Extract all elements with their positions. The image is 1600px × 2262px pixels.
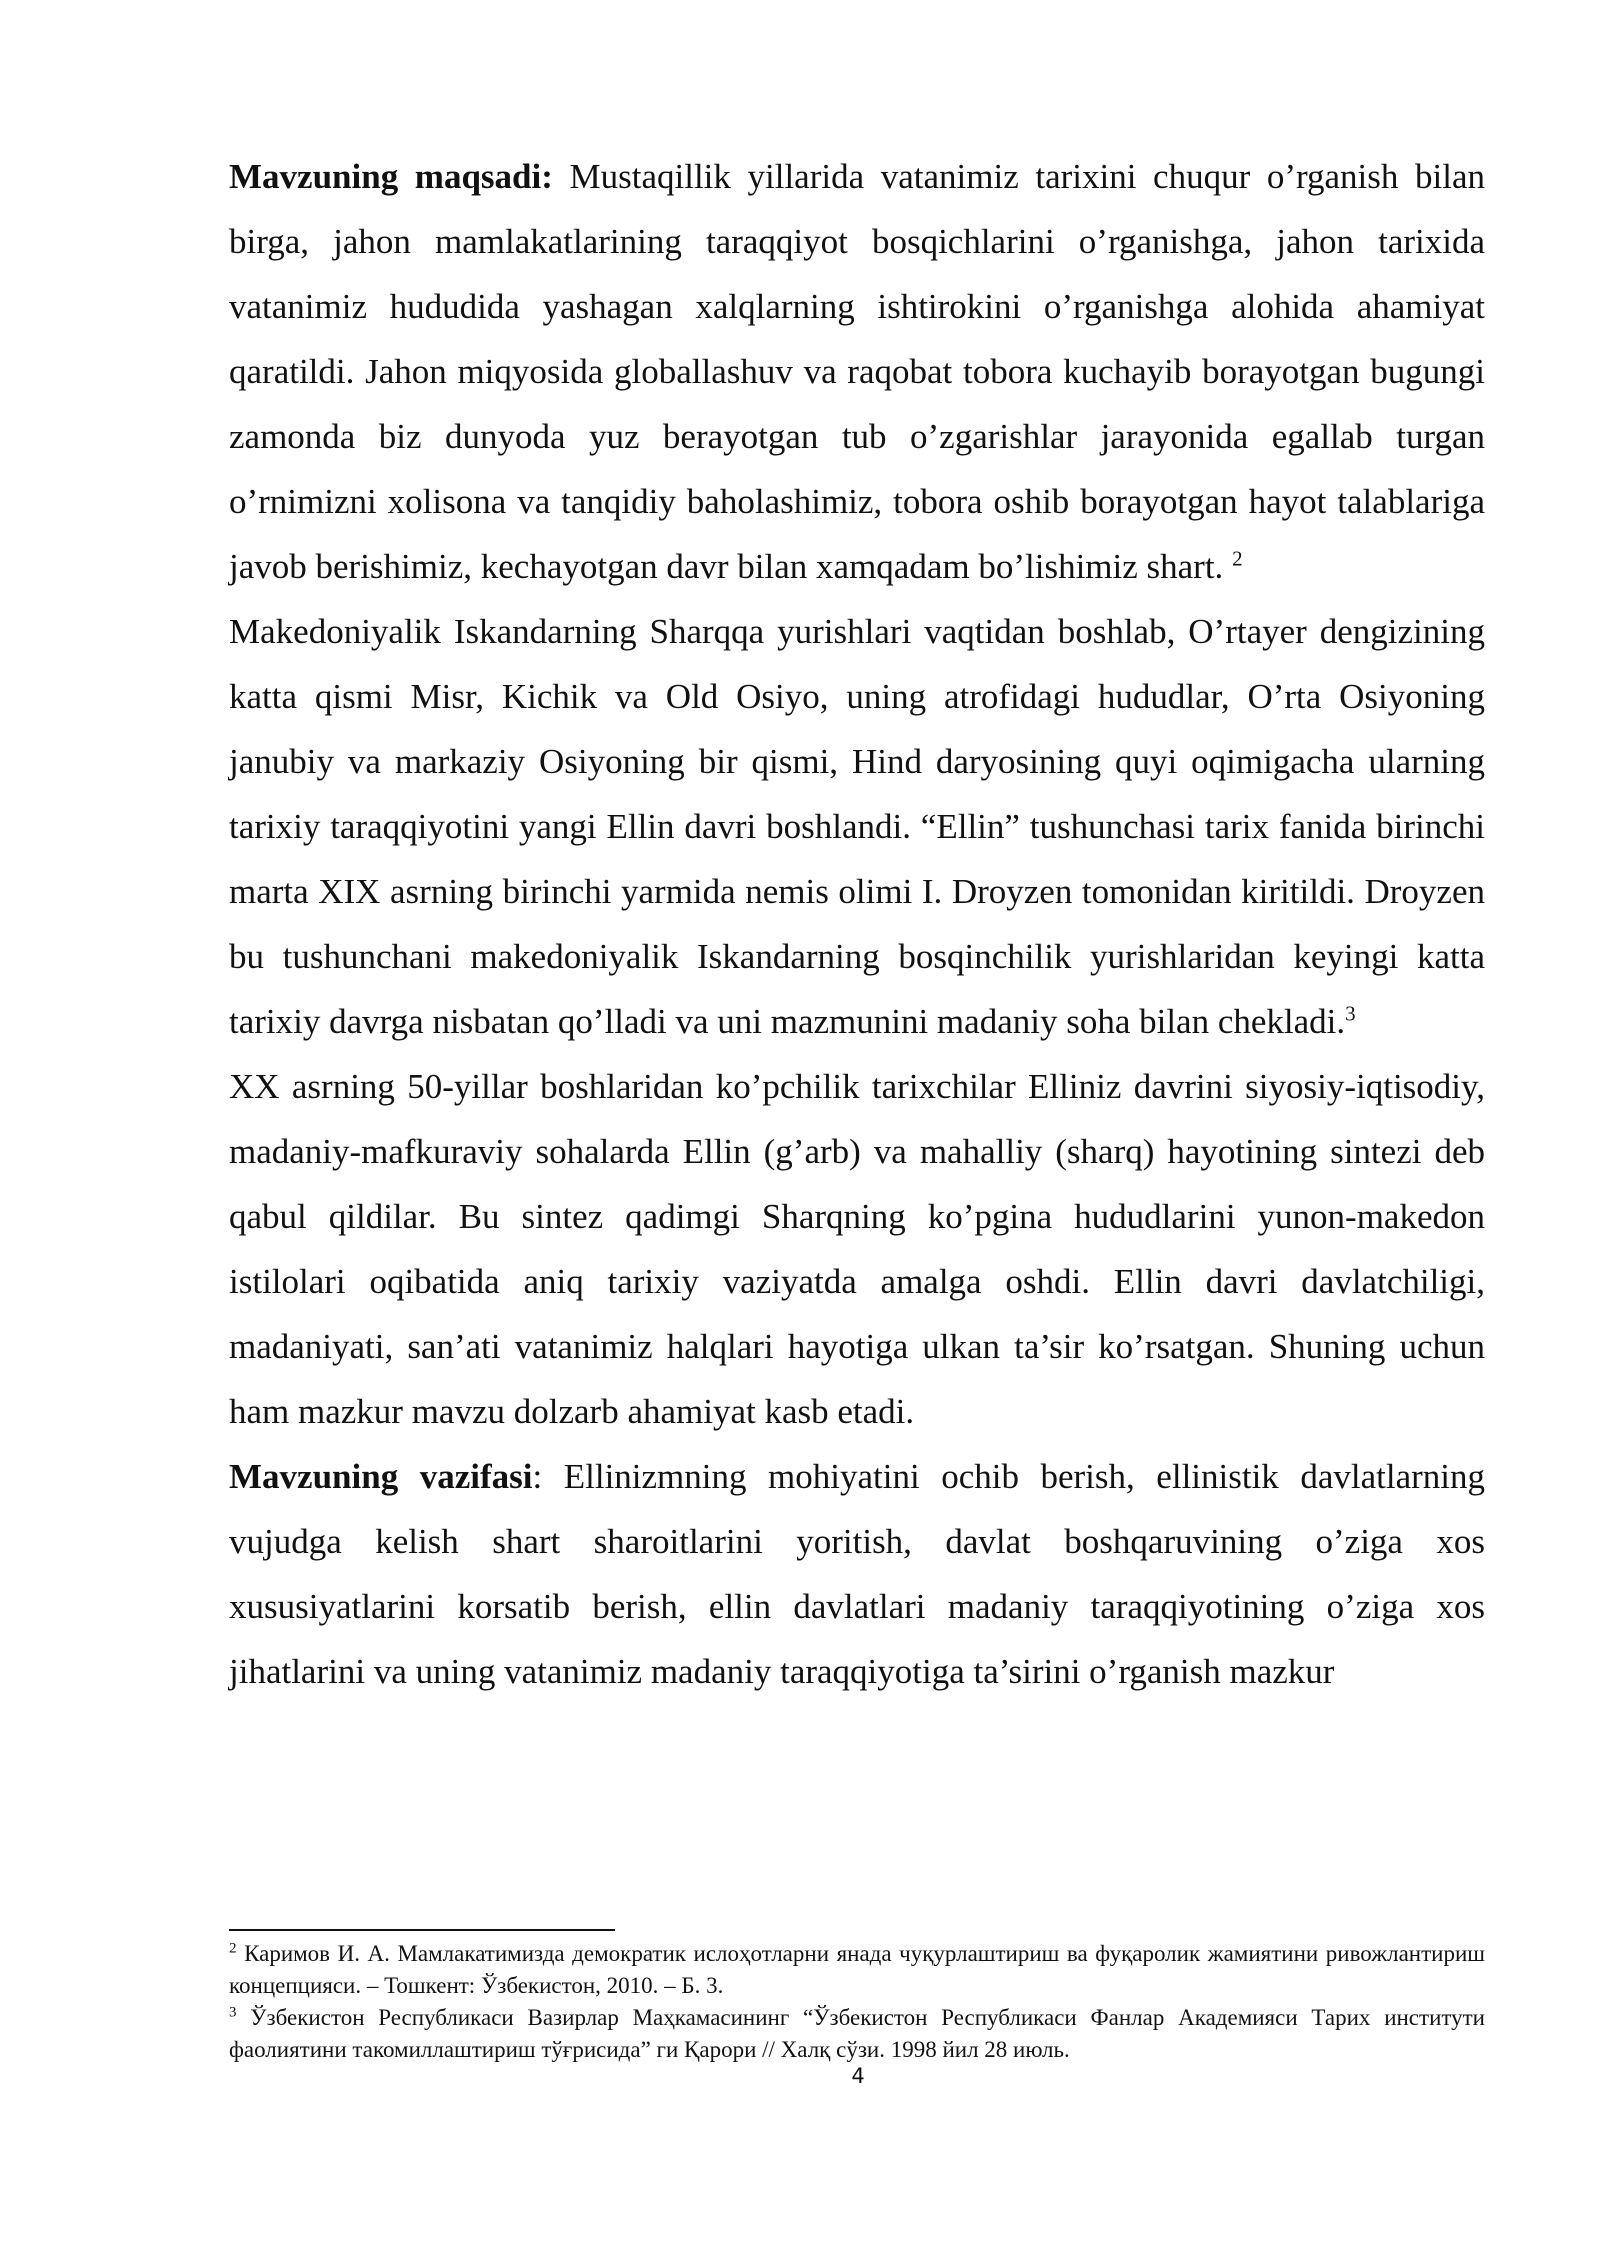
footnote-number: 3 xyxy=(229,2004,237,2021)
footnote-separator xyxy=(229,1929,615,1931)
heading-tasks: Mavzuning vazifasi xyxy=(229,1457,533,1496)
footnote-ref-3[interactable]: 3 xyxy=(1345,1001,1356,1026)
footnotes xyxy=(229,1938,1485,2066)
footnote-text: Ўзбекистон Республикаси Вазирлар Маҳкамасининг “Ўзбекистон Республикаси Фанлар Академияси Тарих институти фаолиятини такомиллаштириш тўғрисида” ги Қарори // Халқ сўзи. 1998 йил 28 июль. xyxy=(229,2005,1485,2062)
paragraph-goal-text: Mustaqillik yillarida vatanimiz tarixini chuqur o’rganish bilan birga, jahon mamlakatlarining taraqqiyot bosqichlarini o’rganishga, jahon tarixida vatanimiz hududida yashagan xalqlarning ishtirokini o’rganishga alohida ahamiyat qaratildi. Jahon miqyosida globallashuv va raqobat tobora kuchayib borayotgan bugungi zamonda biz dunyoda yuz berayotgan tub o’zgarishlar jarayonida egallab turgan o’rnimizni xolisona va tanqidiy baholashimiz, tobora oshib borayotgan hayot talablariga javob berishimiz, kechayotgan davr bilan xamqadam bo’lishimiz shart. xyxy=(229,157,1485,586)
paragraph-goal xyxy=(229,144,1485,599)
footnote-item xyxy=(229,2002,1485,2066)
paragraph-hellenism-text: Makedoniyalik Iskandarning Sharqqa yurishlari vaqtidan boshlab, O’rtayer dengizining katta qismi Misr, Kichik va Old Osiyo, uning atrofidagi hududlar, O’rta Osiyoning janubiy va markaziy Osiyoning bir qismi, Hind daryosining quyi oqimigacha ularning tarixiy taraqqiyotini yangi Ellin davri boshlandi. “Ellin” tushunchasi tarix fanida birinchi marta XIX asrning birinchi yarmida nemis olimi I. Droyzen tomonidan kiritildi. Droyzen bu tushunchani makedoniyalik Iskandarning bosqinchilik yurishlaridan keyingi katta tarixiy davrga nisbatan qo’lladi va uni mazmunini madaniy soha bilan chekladi. xyxy=(229,612,1485,1041)
paragraph-tasks-text: : Ellinizmning mohiyatini ochib berish, ellinistik davlatlarning vujudga kelish shart sharoitlarini yoritish, davlat boshqaruvining o’ziga xos xususiyatlarini korsatib berish, ellin davlatlari madaniy taraqqiyotining o’ziga xos jihatlarini va uning vatanimiz madaniy taraqqiyotiga ta’sirini o’rganish mazkur xyxy=(229,1457,1485,1691)
paragraph-tasks xyxy=(229,1444,1485,1704)
paragraph-synthesis-text: XX asrning 50-yillar boshlaridan ko’pchilik tarixchilar Elliniz davrini siyosiy-iqtisodiy, madaniy-mafkuraviy sohalarda Ellin (g’arb) va mahalliy (sharq) hayotining sintezi deb qabul qildilar. Bu sintez qadimgi Sharqning ko’pgina hududlarini yunon-makedon istilolari oqibatida aniq tarixiy vaziyatda amalga oshdi. Ellin davri davlatchiligi, madaniyati, san’ati vatanimiz halqlari hayotiga ulkan ta’sir ko’rsatgan. Shuning uchun ham mazkur mavzu dolzarb ahamiyat kasb etadi. xyxy=(229,1067,1485,1431)
footnote-number: 2 xyxy=(229,1940,237,1957)
footnote-text: Каримов И. А. Мамлакатимизда демократик ислоҳотларни янада чуқурлаштириш ва фуқаролик жамиятини ривожлантириш концепцияси. – Тошкент: Ўзбекистон, 2010. – Б. 3. xyxy=(229,1941,1485,1998)
heading-goal: Mavzuning maqsadi: xyxy=(229,157,553,196)
body-text xyxy=(229,144,1485,1704)
footnote-ref-2[interactable]: 2 xyxy=(1232,546,1243,571)
paragraph-synthesis xyxy=(229,1054,1485,1444)
footnote-item xyxy=(229,1938,1485,2002)
paragraph-hellenism xyxy=(229,599,1485,1054)
page-number: 4 xyxy=(851,2064,865,2088)
